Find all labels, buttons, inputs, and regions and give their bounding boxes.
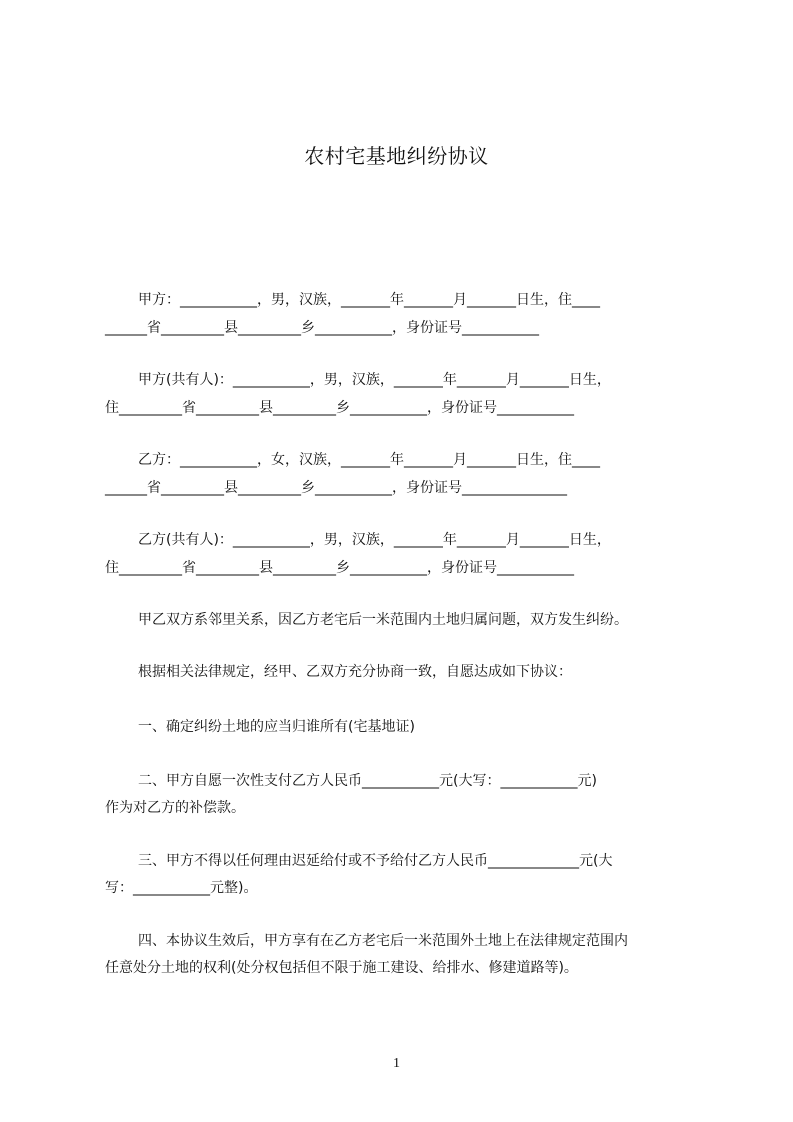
clause-4-line-2: 任意处分土地的权利(处分权包括但不限于施工建设、给排水、修建道路等)。	[105, 960, 578, 976]
party-b-co-owner-line-2: 住_________省_________县_________乡___________，身份证号___________	[105, 560, 574, 576]
party-a-line-2: ______省_________县_________乡___________，身份证号___________	[105, 320, 539, 336]
clause-4-line-1: 四、本协议生效后，甲方享有在乙方老宅后一米范围外土地上在法律规定范围内	[138, 933, 628, 949]
clause-3-line-2: 写：___________元整)。	[105, 880, 258, 896]
party-b-line-1: 乙方：___________，女，汉族，_______年_______月_______日生，住____	[138, 452, 600, 468]
party-b-line-2: ______省_________县_________乡___________，身份证号_______________	[105, 480, 567, 496]
clause-2-line-2: 作为对乙方的补偿款。	[105, 800, 245, 816]
clause-2-line-1: 二、甲方自愿一次性支付乙方人民币___________元(大写：___________元)	[138, 773, 597, 789]
background-paragraph: 甲乙双方系邻里关系，因乙方老宅后一米范围内土地归属问题，双方发生纠纷。	[138, 612, 628, 628]
party-a-co-owner-line-2: 住_________省_________县_________乡___________，身份证号___________	[105, 400, 574, 416]
clause-3-line-1: 三、甲方不得以任何理由迟延给付或不予给付乙方人民币_____________元(大	[138, 853, 613, 869]
page-title: 农村宅基地纠纷协议	[304, 144, 489, 168]
legal-basis-paragraph: 根据相关法律规定，经甲、乙双方充分协商一致，自愿达成如下协议：	[138, 664, 572, 680]
party-b-co-owner-line-1: 乙方(共有人)：___________，男，汉族，_______年_______月_______日生，	[138, 532, 611, 548]
clause-1: 一、确定纠纷土地的应当归谁所有(宅基地证)	[138, 719, 415, 735]
party-a-co-owner-line-1: 甲方(共有人)：___________，男，汉族，_______年_______月_______日生，	[138, 372, 611, 388]
party-a-line-1: 甲方：___________，男，汉族，_______年_______月_______日生，住____	[138, 292, 600, 308]
page-number: 1	[393, 1056, 400, 1071]
